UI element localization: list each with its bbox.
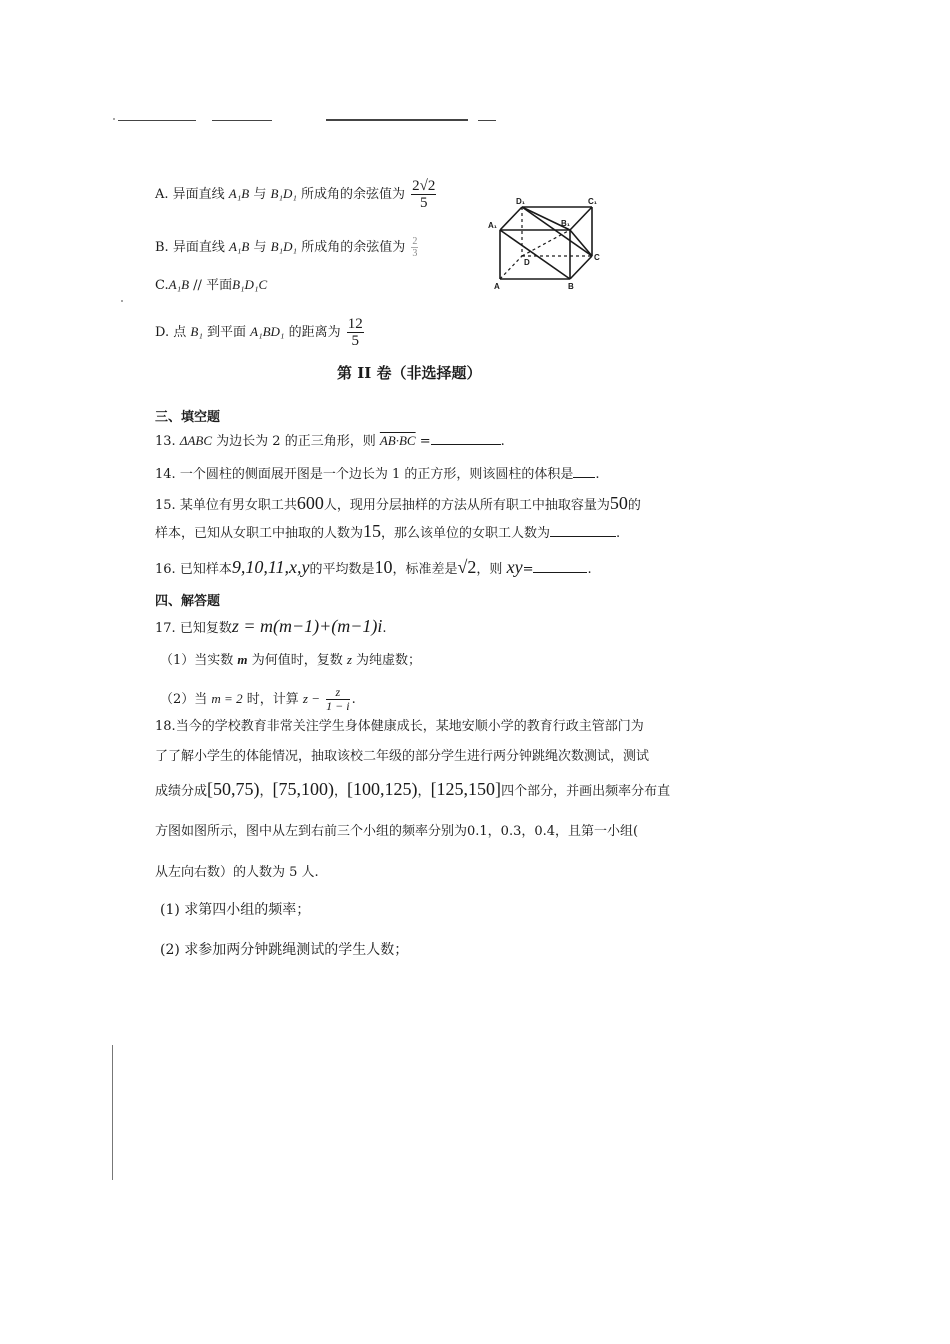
option-a-fraction: $\frac{2√2}{5}$ bbox=[412, 178, 436, 211]
option-b-fraction: $\frac{2}{3}$ bbox=[412, 236, 418, 259]
figure-label-c: C bbox=[594, 253, 600, 262]
question-18-line3: 成绩分成[50,75)，[75,100)，[100,125)，[125,150]四个部分，并画出频率分布直 bbox=[155, 779, 671, 799]
option-c: C.A₁B // 平面B₁D₁C bbox=[155, 277, 268, 293]
answer-blank bbox=[533, 560, 587, 573]
answer-blank bbox=[431, 432, 501, 445]
top-rule bbox=[118, 120, 196, 121]
vector-product: AB·BC bbox=[379, 433, 416, 448]
question-17-fraction: $\frac{z}{1 - i}$ bbox=[326, 685, 350, 713]
option-a: A. 异面直线 A₁B 与 B₁D₁ 所成角的余弦值为 $\frac{2√2}{5}$ bbox=[155, 178, 436, 211]
section4-title: 四、解答题 bbox=[155, 594, 221, 609]
figure-label-d1: D₁ bbox=[516, 197, 526, 206]
question-15: 15. 某单位有男女职工共600人，现用分层抽样的方法从所有职工中抽取容量为50的 bbox=[155, 493, 641, 513]
figure-label-a1: A₁ bbox=[488, 221, 498, 230]
interval: [50,75) bbox=[207, 779, 260, 799]
figure-label-b: B bbox=[568, 282, 574, 291]
figure-label-c1: C₁ bbox=[588, 197, 598, 206]
question-15-line2: 样本，已知从女职工中抽取的人数为15，那么该单位的女职工人数为 . bbox=[155, 521, 621, 541]
scan-speck bbox=[113, 118, 115, 120]
figure-label-a: A bbox=[494, 282, 500, 291]
top-rule bbox=[478, 120, 496, 121]
option-a-line2: B₁D₁ bbox=[270, 186, 297, 201]
question-18-line2: 了了解小学生的体能情况，抽取该校二年级的部分学生进行两分钟跳绳次数测试，测试 bbox=[155, 749, 650, 764]
question-17: 17. 已知复数z = m(m−1)+(m−1)i. bbox=[155, 616, 387, 636]
top-rule bbox=[212, 120, 272, 121]
interval: [75,100) bbox=[272, 779, 335, 799]
question-17-part2: （2）当 m = 2 时，计算 z − $\frac{z}{1 - i}$ . bbox=[160, 685, 356, 713]
top-rule bbox=[326, 119, 468, 121]
option-d: D. 点 B₁ 到平面 A₁BD₁ 的距离为 $\frac{12}{5}$ bbox=[155, 316, 363, 349]
question-18-line5: 从左向右数）的人数为 5 人. bbox=[155, 865, 319, 880]
option-d-fraction: $\frac{12}{5}$ bbox=[347, 316, 363, 349]
left-margin-rule bbox=[112, 1045, 113, 1180]
question-18-line1: 18.当今的学校教育非常关注学生身体健康成长，某地安顺小学的教育行政主管部门为 bbox=[155, 719, 644, 734]
question-13: 13. ΔABC 为边长为 2 的正三角形，则 AB·BC = . bbox=[155, 433, 505, 449]
scan-speck bbox=[121, 300, 123, 302]
cuboid-figure bbox=[486, 194, 606, 294]
interval: [125,150] bbox=[430, 779, 502, 799]
interval: [100,125) bbox=[347, 779, 418, 799]
question-18-sub1: (1) 求第四小组的频率； bbox=[160, 902, 311, 918]
question-17-part1: （1）当实数 m 为何值时，复数 z 为纯虚数； bbox=[160, 652, 422, 668]
question-16: 16. 已知样本9,10,11,x,y的平均数是10，标准差是√2，则 xy= . bbox=[155, 557, 592, 577]
answer-blank bbox=[573, 465, 595, 478]
answer-blank bbox=[550, 524, 616, 537]
option-b: B. 异面直线 A₁B 与 B₁D₁ 所成角的余弦值为 $\frac{2}{3}$ bbox=[155, 236, 418, 259]
question-18-line4: 方图如图所示，图中从左到右前三个小组的频率分别为0.1，0.3，0.4，且第一小组( bbox=[155, 824, 639, 839]
figure-label-d: D bbox=[524, 258, 530, 267]
figure-label-b1: B₁ bbox=[561, 219, 571, 228]
complex-expression: z = m(m−1)+(m−1)i bbox=[231, 616, 383, 636]
question-18-sub2: (2) 求参加两分钟跳绳测试的学生人数； bbox=[160, 942, 409, 958]
part2-title: 第 II 卷（非选择题） bbox=[337, 364, 482, 382]
option-a-line1: A₁B bbox=[228, 186, 250, 201]
section3-title: 三、填空题 bbox=[155, 410, 221, 425]
question-14: 14. 一个圆柱的侧面展开图是一个边长为 1 的正方形，则该圆柱的体积是 . bbox=[155, 467, 600, 482]
